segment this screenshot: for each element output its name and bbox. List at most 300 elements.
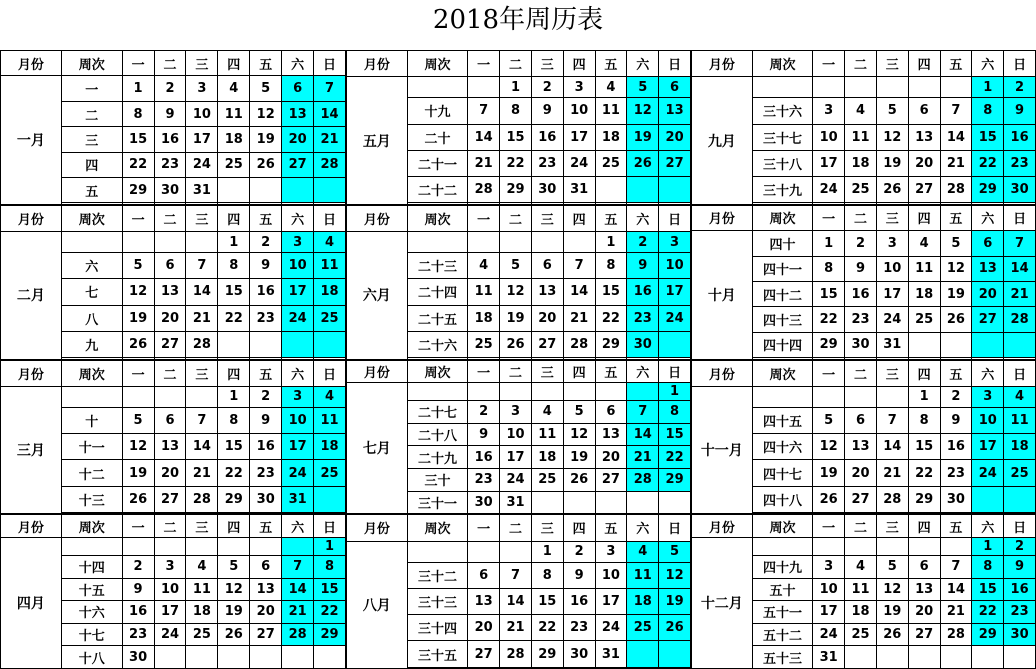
week-number <box>407 541 468 562</box>
day-cell <box>500 383 532 401</box>
day-cell: 18 <box>595 124 627 150</box>
weekend-day-cell: 18 <box>314 279 346 305</box>
week-number: 四十九 <box>752 555 813 578</box>
week-number: 五十三 <box>752 646 813 669</box>
week-row <box>347 541 691 562</box>
day-cell: 27 <box>154 486 186 512</box>
weekend-day-cell: 15 <box>659 423 691 446</box>
week-number: 十五 <box>61 578 122 601</box>
month-block <box>0 514 346 669</box>
header-week: 周次 <box>752 205 813 230</box>
day-cell: 24 <box>563 150 595 176</box>
weekend-day-cell: 3 <box>282 386 314 407</box>
day-cell: 7 <box>468 98 500 124</box>
day-cell: 12 <box>876 124 908 150</box>
day-cell: 3 <box>595 541 627 562</box>
weekend-day-cell <box>1004 332 1036 357</box>
day-cell: 22 <box>595 305 627 331</box>
week-number: 三十六 <box>752 98 813 124</box>
weekend-day-cell: 14 <box>314 101 346 126</box>
day-cell: 19 <box>122 460 154 486</box>
day-cell: 5 <box>940 231 972 256</box>
day-cell <box>940 646 972 669</box>
day-cell <box>250 178 282 203</box>
day-cell: 1 <box>595 232 627 253</box>
day-cell: 30 <box>531 177 563 203</box>
day-cell <box>876 386 908 407</box>
day-cell: 21 <box>500 615 532 641</box>
week-number: 十七 <box>61 623 122 646</box>
day-cell: 12 <box>250 101 282 126</box>
weekend-day-cell <box>627 491 659 514</box>
day-cell: 25 <box>186 623 218 646</box>
day-cell: 4 <box>531 401 563 424</box>
header-weekday: 四 <box>563 515 595 541</box>
header-weekday: 六 <box>627 360 659 383</box>
day-cell: 14 <box>186 279 218 305</box>
day-cell <box>154 537 186 555</box>
weekend-day-cell: 29 <box>314 623 346 646</box>
day-cell: 3 <box>500 401 532 424</box>
weekend-day-cell: 7 <box>627 401 659 424</box>
day-cell <box>250 646 282 669</box>
weekend-day-cell <box>314 178 346 203</box>
day-cell: 15 <box>531 588 563 614</box>
header-weekday: 六 <box>282 360 314 386</box>
weekend-day-cell: 6 <box>972 231 1004 256</box>
day-cell: 16 <box>250 434 282 460</box>
day-cell: 13 <box>154 434 186 460</box>
weekend-day-cell: 8 <box>972 98 1004 124</box>
day-cell: 11 <box>186 578 218 601</box>
header-weekday: 四 <box>218 360 250 386</box>
weekend-day-cell: 5 <box>627 77 659 98</box>
weekend-day-cell <box>659 641 691 667</box>
weekend-day-cell: 4 <box>1004 386 1036 407</box>
month-table <box>691 205 1036 360</box>
weekend-day-cell: 11 <box>314 407 346 433</box>
day-cell: 16 <box>845 281 877 306</box>
day-cell <box>500 232 532 253</box>
month-table <box>346 205 691 360</box>
weekend-day-cell: 4 <box>627 541 659 562</box>
day-cell: 20 <box>595 446 627 469</box>
header-weekday: 三 <box>186 360 218 386</box>
week-number <box>407 232 468 253</box>
weekend-day-cell: 18 <box>314 434 346 460</box>
day-cell: 12 <box>500 279 532 305</box>
week-number: 九 <box>61 331 122 357</box>
day-cell: 12 <box>563 423 595 446</box>
day-cell: 1 <box>122 76 154 101</box>
day-cell <box>940 537 972 555</box>
weekend-day-cell: 10 <box>282 253 314 279</box>
weekend-day-cell: 21 <box>314 127 346 152</box>
month-table <box>0 50 346 205</box>
weekend-day-cell: 7 <box>314 76 346 101</box>
day-cell: 9 <box>250 253 282 279</box>
header-weekday: 三 <box>531 51 563 77</box>
day-cell <box>468 232 500 253</box>
week-row <box>347 383 691 401</box>
week-number: 二十 <box>407 124 468 150</box>
day-cell: 16 <box>940 434 972 460</box>
weekend-day-cell: 7 <box>282 555 314 578</box>
weekend-day-cell: 14 <box>627 423 659 446</box>
day-cell: 2 <box>468 401 500 424</box>
day-cell: 29 <box>531 641 563 667</box>
day-cell: 3 <box>876 231 908 256</box>
day-cell: 23 <box>154 152 186 177</box>
week-number: 四十二 <box>752 281 813 306</box>
weekend-day-cell: 28 <box>627 469 659 492</box>
day-cell: 23 <box>563 615 595 641</box>
day-cell: 25 <box>845 623 877 646</box>
week-number: 二十三 <box>407 253 468 279</box>
header-week: 周次 <box>61 51 122 76</box>
week-number: 二十七 <box>407 401 468 424</box>
calendar-grid <box>0 50 1036 669</box>
weekend-day-cell: 19 <box>659 588 691 614</box>
weekend-day-cell: 15 <box>972 578 1004 601</box>
header-month: 月份 <box>347 515 408 541</box>
day-cell: 8 <box>908 407 940 433</box>
day-cell: 20 <box>154 460 186 486</box>
header-weekday: 四 <box>908 205 940 230</box>
day-cell: 14 <box>940 578 972 601</box>
day-cell: 24 <box>595 615 627 641</box>
header-month: 月份 <box>1 515 62 538</box>
day-cell <box>908 77 940 98</box>
weekend-day-cell: 9 <box>1004 98 1036 124</box>
header-weekday: 六 <box>282 51 314 76</box>
day-cell: 6 <box>531 253 563 279</box>
header-weekday: 日 <box>1004 360 1036 386</box>
day-cell: 19 <box>813 460 845 486</box>
header-weekday: 六 <box>282 515 314 538</box>
month-name: 八月 <box>347 541 408 668</box>
day-cell <box>813 77 845 98</box>
week-number: 二十六 <box>407 331 468 357</box>
weekend-day-cell: 26 <box>659 615 691 641</box>
week-number <box>61 386 122 407</box>
month-name: 三月 <box>1 386 62 513</box>
day-cell: 31 <box>876 332 908 357</box>
weekend-day-cell: 13 <box>972 256 1004 281</box>
day-cell: 10 <box>813 124 845 150</box>
day-cell: 10 <box>186 101 218 126</box>
day-cell <box>186 232 218 253</box>
header-week: 周次 <box>61 205 122 231</box>
header-weekday: 三 <box>531 360 563 383</box>
day-cell: 19 <box>250 127 282 152</box>
weekend-day-cell: 6 <box>282 76 314 101</box>
day-cell: 9 <box>250 407 282 433</box>
day-cell: 5 <box>813 407 845 433</box>
day-cell: 1 <box>218 386 250 407</box>
day-cell: 9 <box>845 256 877 281</box>
week-row <box>1 537 346 555</box>
day-cell: 9 <box>531 98 563 124</box>
month-name: 十一月 <box>692 386 753 513</box>
day-cell: 26 <box>876 623 908 646</box>
day-cell: 26 <box>122 486 154 512</box>
header-month: 月份 <box>692 515 753 538</box>
header-weekday: 四 <box>908 360 940 386</box>
day-cell: 23 <box>250 460 282 486</box>
month-block <box>691 360 1036 515</box>
week-number: 六 <box>61 253 122 279</box>
day-cell <box>154 386 186 407</box>
weekend-day-cell: 4 <box>314 386 346 407</box>
weekend-day-cell: 14 <box>282 578 314 601</box>
weekend-day-cell: 28 <box>1004 307 1036 332</box>
day-cell <box>595 667 627 668</box>
day-cell: 29 <box>595 331 627 357</box>
day-cell: 25 <box>531 469 563 492</box>
day-cell: 2 <box>845 231 877 256</box>
header-weekday: 六 <box>627 515 659 541</box>
day-cell: 25 <box>218 152 250 177</box>
weekend-day-cell: 23 <box>1004 601 1036 624</box>
month-table <box>346 360 691 515</box>
weekend-day-cell: 8 <box>659 401 691 424</box>
weekend-day-cell: 8 <box>314 555 346 578</box>
week-number <box>61 537 122 555</box>
week-number: 四十六 <box>752 434 813 460</box>
month-table <box>346 514 691 669</box>
day-cell: 16 <box>154 127 186 152</box>
week-number: 十三 <box>61 486 122 512</box>
day-cell: 26 <box>813 486 845 512</box>
weekend-day-cell <box>282 646 314 669</box>
day-cell: 16 <box>468 446 500 469</box>
week-number: 十九 <box>407 98 468 124</box>
day-cell: 13 <box>154 279 186 305</box>
weekend-day-cell: 20 <box>282 127 314 152</box>
day-cell: 20 <box>154 305 186 331</box>
weekend-day-cell: 11 <box>627 562 659 588</box>
day-cell: 5 <box>218 555 250 578</box>
day-cell: 4 <box>186 555 218 578</box>
day-cell: 13 <box>595 423 627 446</box>
day-cell <box>186 386 218 407</box>
day-cell <box>186 537 218 555</box>
day-cell: 18 <box>845 601 877 624</box>
day-cell: 11 <box>845 124 877 150</box>
day-cell: 7 <box>500 562 532 588</box>
header-weekday: 一 <box>468 205 500 231</box>
weekend-day-cell: 31 <box>282 486 314 512</box>
day-cell: 24 <box>186 152 218 177</box>
header-weekday: 六 <box>972 360 1004 386</box>
week-number: 十八 <box>61 646 122 669</box>
weekend-day-cell: 30 <box>627 331 659 357</box>
day-cell: 5 <box>500 253 532 279</box>
day-cell: 27 <box>154 331 186 357</box>
day-cell: 4 <box>595 77 627 98</box>
day-cell: 3 <box>154 555 186 578</box>
day-cell: 22 <box>908 460 940 486</box>
weekend-day-cell: 15 <box>972 124 1004 150</box>
day-cell: 19 <box>876 601 908 624</box>
day-cell <box>468 667 500 668</box>
header-weekday: 五 <box>250 360 282 386</box>
weekend-day-cell: 23 <box>627 305 659 331</box>
weekend-day-cell <box>972 332 1004 357</box>
header-weekday: 五 <box>250 205 282 231</box>
header-weekday: 日 <box>314 515 346 538</box>
day-cell <box>500 667 532 668</box>
day-cell: 13 <box>845 434 877 460</box>
day-cell <box>531 491 563 514</box>
day-cell: 31 <box>813 646 845 669</box>
day-cell: 28 <box>876 486 908 512</box>
day-cell: 13 <box>468 588 500 614</box>
header-weekday: 四 <box>218 515 250 538</box>
day-cell: 3 <box>813 98 845 124</box>
day-cell: 17 <box>154 601 186 624</box>
weekend-day-cell: 12 <box>627 98 659 124</box>
day-cell: 19 <box>122 305 154 331</box>
week-number: 五 <box>61 178 122 203</box>
weekend-day-cell <box>282 331 314 357</box>
month-block <box>346 50 691 205</box>
day-cell <box>563 383 595 401</box>
weekend-day-cell <box>972 646 1004 669</box>
day-cell: 8 <box>813 256 845 281</box>
day-cell: 24 <box>500 469 532 492</box>
header-weekday: 二 <box>154 205 186 231</box>
weekend-day-cell: 7 <box>1004 231 1036 256</box>
weekend-day-cell <box>659 491 691 514</box>
weekend-day-cell <box>282 537 314 555</box>
header-weekday: 一 <box>813 360 845 386</box>
day-cell: 5 <box>250 76 282 101</box>
weekend-day-cell: 9 <box>627 253 659 279</box>
week-number: 七 <box>61 279 122 305</box>
day-cell <box>154 232 186 253</box>
day-cell: 26 <box>500 331 532 357</box>
day-cell: 17 <box>876 281 908 306</box>
day-cell: 9 <box>563 562 595 588</box>
day-cell: 18 <box>468 305 500 331</box>
week-number: 十二 <box>61 460 122 486</box>
weekend-day-cell: 1 <box>972 77 1004 98</box>
day-cell: 29 <box>813 332 845 357</box>
header-weekday: 日 <box>1004 515 1036 538</box>
week-number: 二十九 <box>407 446 468 469</box>
day-cell: 24 <box>813 623 845 646</box>
day-cell <box>468 77 500 98</box>
day-cell: 4 <box>845 98 877 124</box>
header-weekday: 日 <box>659 51 691 77</box>
header-week: 周次 <box>61 360 122 386</box>
week-number: 十四 <box>61 555 122 578</box>
day-cell: 2 <box>940 386 972 407</box>
day-cell: 30 <box>940 486 972 512</box>
header-month: 月份 <box>1 205 62 231</box>
header-weekday: 六 <box>972 515 1004 538</box>
week-row <box>692 537 1036 555</box>
header-weekday: 四 <box>908 515 940 538</box>
header-weekday: 一 <box>122 205 154 231</box>
header-weekday: 一 <box>813 205 845 230</box>
header-week: 周次 <box>407 360 468 383</box>
day-cell: 24 <box>154 623 186 646</box>
day-cell: 5 <box>122 253 154 279</box>
weekend-day-cell: 24 <box>659 305 691 331</box>
weekend-day-cell: 24 <box>972 460 1004 486</box>
day-cell: 3 <box>563 77 595 98</box>
day-cell: 13 <box>908 124 940 150</box>
day-cell <box>122 537 154 555</box>
header-weekday: 二 <box>154 51 186 76</box>
weekend-day-cell: 25 <box>314 460 346 486</box>
day-cell: 29 <box>122 178 154 203</box>
header-month: 月份 <box>347 51 408 77</box>
day-cell: 10 <box>154 578 186 601</box>
day-cell: 10 <box>595 562 627 588</box>
day-cell: 6 <box>908 98 940 124</box>
week-row <box>1 386 346 407</box>
header-weekday: 日 <box>659 205 691 231</box>
day-cell: 26 <box>218 623 250 646</box>
day-cell: 11 <box>908 256 940 281</box>
header-month: 月份 <box>347 205 408 231</box>
day-cell: 4 <box>908 231 940 256</box>
day-cell: 18 <box>531 446 563 469</box>
month-block <box>0 50 346 205</box>
weekend-day-cell: 3 <box>282 232 314 253</box>
day-cell: 14 <box>468 124 500 150</box>
weekend-day-cell: 30 <box>1004 623 1036 646</box>
header-week: 周次 <box>61 515 122 538</box>
day-cell: 6 <box>250 555 282 578</box>
weekend-day-cell: 19 <box>627 124 659 150</box>
day-cell: 11 <box>218 101 250 126</box>
week-row <box>1 76 346 101</box>
day-cell: 18 <box>845 150 877 176</box>
week-number <box>61 232 122 253</box>
day-cell: 5 <box>876 98 908 124</box>
day-cell: 14 <box>876 434 908 460</box>
header-month: 月份 <box>692 360 753 386</box>
month-table <box>0 360 346 515</box>
weekend-day-cell: 27 <box>659 150 691 176</box>
day-cell: 3 <box>186 76 218 101</box>
day-cell: 16 <box>531 124 563 150</box>
header-weekday: 日 <box>314 51 346 76</box>
day-cell: 29 <box>218 486 250 512</box>
day-cell: 8 <box>218 253 250 279</box>
day-cell: 7 <box>940 98 972 124</box>
weekend-day-cell: 24 <box>282 460 314 486</box>
week-number: 三 <box>61 127 122 152</box>
month-name: 六月 <box>347 232 408 359</box>
day-cell: 8 <box>595 253 627 279</box>
month-block <box>0 360 346 515</box>
day-cell: 24 <box>876 307 908 332</box>
header-weekday: 一 <box>468 515 500 541</box>
day-cell: 5 <box>122 407 154 433</box>
header-weekday: 二 <box>845 515 877 538</box>
header-weekday: 日 <box>314 360 346 386</box>
day-cell: 25 <box>468 331 500 357</box>
day-cell: 27 <box>845 486 877 512</box>
weekend-day-cell: 29 <box>972 623 1004 646</box>
weekend-day-cell: 28 <box>314 152 346 177</box>
